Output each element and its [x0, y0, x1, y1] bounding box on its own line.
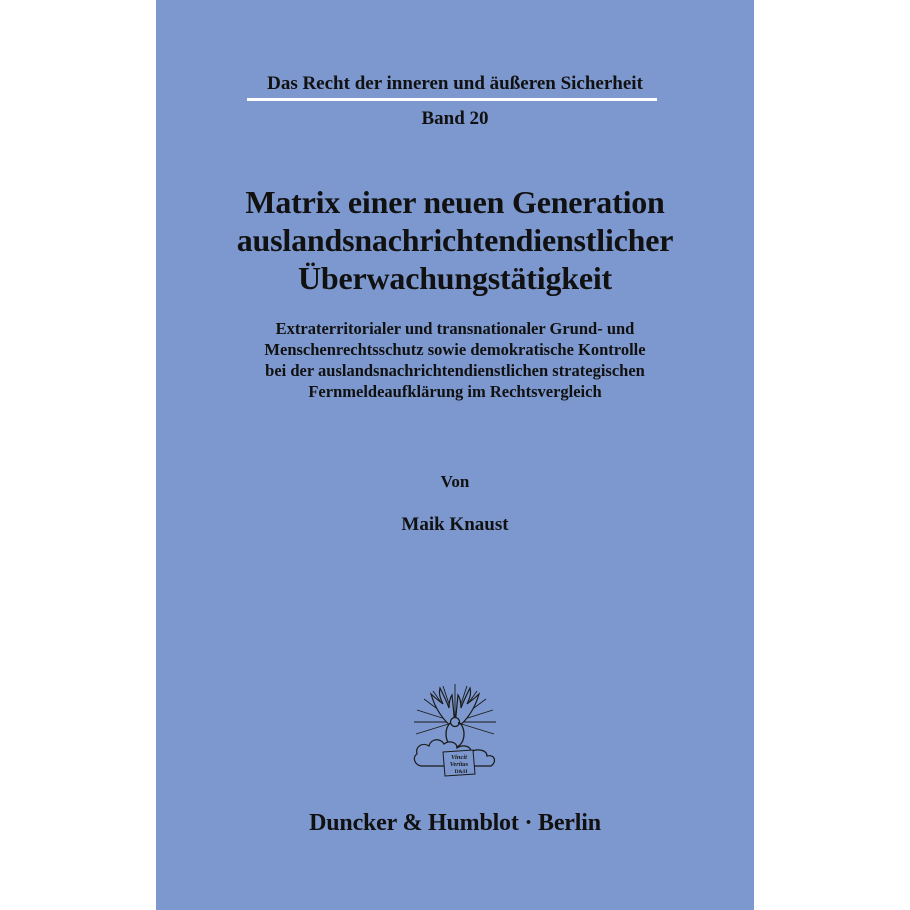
book-subtitle: [156, 318, 754, 402]
author-name: Maik Knaust: [401, 514, 509, 535]
series-rule: [247, 98, 657, 101]
book-cover: [156, 0, 754, 910]
subtitle-line: Extraterritorialer und transnationaler Grund- und: [275, 319, 635, 338]
subtitle-line: Menschenrechtsschutz sowie demokratische Kontrolle: [264, 340, 646, 359]
publisher-name: Duncker & Humblot · Berlin: [309, 810, 601, 836]
subtitle-line: bei der auslandsnachrichtendienstlichen strategischen: [265, 361, 645, 380]
series-title: Das Recht der inneren und äußeren Sicherheit: [267, 73, 643, 94]
logo-monogram: D&H: [454, 769, 468, 775]
subtitle-line: Fernmeldeaufklärung im Rechtsvergleich: [308, 382, 602, 401]
by-label: Von: [440, 472, 470, 491]
volume-number: Band 20: [421, 108, 489, 129]
logo-motto: Veritas: [449, 761, 469, 768]
logo-motto: Vincit: [451, 754, 467, 761]
book-title: [156, 183, 754, 297]
title-line: auslandsnachrichtendienstlicher: [236, 222, 674, 258]
title-line: Matrix einer neuen Generation: [245, 184, 665, 220]
title-line: Überwachungstätigkeit: [297, 260, 613, 296]
eagle-emblem-icon: [409, 682, 501, 778]
